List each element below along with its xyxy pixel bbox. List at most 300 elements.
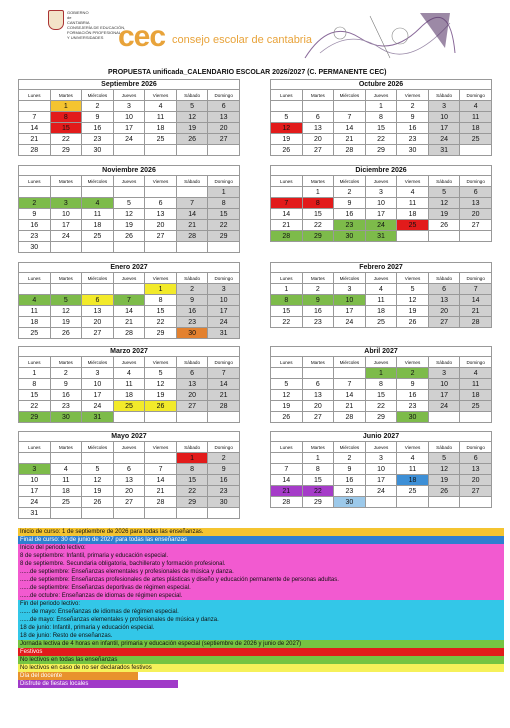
day-cell: 17 (208, 306, 240, 317)
day-cell: 18 (113, 390, 145, 401)
day-cell: 10 (334, 295, 366, 306)
day-cell: 14 (271, 209, 303, 220)
day-cell: 4 (460, 368, 492, 379)
day-cell: 10 (365, 464, 397, 475)
day-header: Viernes (145, 442, 177, 453)
day-cell: 28 (271, 231, 303, 242)
day-cell: 12 (82, 475, 114, 486)
day-cell: 13 (176, 379, 208, 390)
day-cell: 28 (113, 328, 145, 339)
legend (18, 528, 504, 688)
day-cell (19, 187, 51, 198)
day-cell: 18 (145, 123, 177, 134)
document-title: PROPUESTA unificada_CALENDARIO ESCOLAR 2026/2027 (C. PERMANENTE CEC) (108, 69, 387, 76)
day-header: Miércoles (82, 176, 114, 187)
day-header: Viernes (397, 90, 429, 101)
day-cell: 11 (145, 112, 177, 123)
week-row (271, 390, 492, 401)
day-header: Lunes (19, 273, 51, 284)
day-cell: 22 (145, 317, 177, 328)
day-cell (82, 508, 114, 519)
day-cell: 25 (82, 231, 114, 242)
day-cell: 29 (302, 231, 334, 242)
month-table (270, 89, 492, 156)
day-cell: 6 (460, 453, 492, 464)
day-cell: 7 (334, 379, 366, 390)
day-header: Lunes (271, 90, 303, 101)
cantabria-coat-of-arms-icon (48, 10, 64, 30)
legend-item: Festivos (18, 648, 504, 656)
cec-logo-text: consejo escolar de cantabria (172, 34, 313, 46)
day-cell: 6 (428, 284, 460, 295)
day-cell: 29 (145, 328, 177, 339)
day-cell: 2 (334, 187, 366, 198)
month-table (270, 441, 492, 508)
day-cell: 7 (208, 368, 240, 379)
day-cell: 7 (19, 112, 51, 123)
day-cell: 29 (365, 145, 397, 156)
day-cell: 6 (302, 379, 334, 390)
day-cell: 12 (428, 198, 460, 209)
week-row (271, 368, 492, 379)
day-cell: 5 (271, 112, 303, 123)
day-cell: 6 (176, 368, 208, 379)
day-cell: 10 (113, 112, 145, 123)
day-cell: 25 (365, 317, 397, 328)
day-cell: 13 (302, 123, 334, 134)
day-header: Sábado (428, 90, 460, 101)
day-cell: 19 (113, 220, 145, 231)
day-cell: 26 (271, 145, 303, 156)
day-header: Jueves (113, 357, 145, 368)
day-header: Martes (302, 442, 334, 453)
day-header: Sábado (428, 273, 460, 284)
day-cell: 16 (208, 475, 240, 486)
day-cell: 17 (82, 390, 114, 401)
day-cell: 18 (19, 317, 51, 328)
day-cell (176, 412, 208, 423)
day-cell: 29 (19, 412, 51, 423)
day-cell: 30 (19, 242, 51, 253)
month-name: Octubre 2026 (270, 79, 492, 89)
day-cell (19, 284, 51, 295)
day-cell (82, 242, 114, 253)
day-cell: 7 (271, 198, 303, 209)
day-header: Domingo (460, 273, 492, 284)
day-cell: 26 (113, 231, 145, 242)
day-cell: 5 (428, 187, 460, 198)
day-cell: 8 (176, 464, 208, 475)
day-cell: 8 (50, 112, 82, 123)
day-cell: 9 (50, 379, 82, 390)
day-cell (113, 187, 145, 198)
day-cell: 6 (208, 101, 240, 112)
day-header: Miércoles (82, 357, 114, 368)
day-cell: 10 (365, 198, 397, 209)
day-cell: 11 (113, 379, 145, 390)
month-name: Marzo 2027 (18, 346, 240, 356)
month-name: Junio 2027 (270, 431, 492, 441)
month-table (18, 356, 240, 423)
day-cell: 27 (428, 317, 460, 328)
day-header: Lunes (271, 357, 303, 368)
day-cell (50, 284, 82, 295)
month-calendar (18, 79, 240, 156)
month-table (18, 89, 240, 156)
day-cell (428, 231, 460, 242)
day-header: Sábado (176, 176, 208, 187)
day-cell (50, 242, 82, 253)
day-header: Jueves (365, 176, 397, 187)
day-cell: 25 (145, 134, 177, 145)
day-cell: 21 (19, 134, 51, 145)
day-cell: 21 (271, 220, 303, 231)
day-header: Martes (302, 273, 334, 284)
day-header: Miércoles (334, 90, 366, 101)
week-row (271, 295, 492, 306)
day-cell: 19 (428, 209, 460, 220)
legend-item: Fin del periodo lectivo: (18, 600, 504, 608)
day-cell: 15 (208, 209, 240, 220)
month-table (270, 356, 492, 423)
legend-item: Jornada lectiva de 4 horas en infantil, primaria y educación especial (septiembre de 2026 y junio de 2027) (18, 640, 504, 648)
day-cell: 24 (428, 401, 460, 412)
day-cell: 21 (208, 390, 240, 401)
day-cell: 8 (302, 198, 334, 209)
legend-item: Disfrute de fiestas locales (18, 680, 178, 688)
day-cell: 11 (50, 475, 82, 486)
day-cell: 8 (19, 379, 51, 390)
day-cell: 29 (208, 231, 240, 242)
day-cell (428, 497, 460, 508)
day-header: Jueves (113, 442, 145, 453)
week-row (19, 145, 240, 156)
day-cell: 22 (271, 317, 303, 328)
day-cell: 5 (271, 379, 303, 390)
legend-item: 8 de septiembre. Secundaria obligatoria, bachillerato y formación profesional. (18, 560, 504, 568)
day-cell: 3 (428, 101, 460, 112)
day-cell: 6 (82, 295, 114, 306)
day-cell: 5 (113, 198, 145, 209)
week-row (19, 328, 240, 339)
month-name: Noviembre 2026 (18, 165, 240, 175)
day-cell: 30 (334, 497, 366, 508)
month-table (270, 175, 492, 242)
day-cell: 20 (145, 220, 177, 231)
day-cell: 30 (397, 412, 429, 423)
day-header: Domingo (208, 357, 240, 368)
day-cell: 17 (365, 209, 397, 220)
day-cell: 21 (145, 486, 177, 497)
gov-line: de (67, 15, 72, 20)
day-cell: 28 (460, 317, 492, 328)
day-cell: 20 (82, 317, 114, 328)
day-cell: 20 (113, 486, 145, 497)
day-cell: 29 (365, 412, 397, 423)
day-cell: 5 (50, 295, 82, 306)
day-cell: 6 (460, 187, 492, 198)
day-header: Domingo (208, 442, 240, 453)
day-cell: 27 (82, 328, 114, 339)
day-header: Martes (302, 357, 334, 368)
day-header: Sábado (428, 442, 460, 453)
day-cell: 15 (50, 123, 82, 134)
day-header: Martes (50, 273, 82, 284)
day-header: Martes (50, 90, 82, 101)
day-header: Viernes (145, 273, 177, 284)
day-header: Viernes (145, 90, 177, 101)
day-cell: 13 (145, 209, 177, 220)
day-cell: 23 (397, 134, 429, 145)
month-calendar (270, 79, 492, 156)
day-header: Miércoles (82, 273, 114, 284)
day-cell: 20 (428, 306, 460, 317)
day-cell: 19 (145, 390, 177, 401)
day-cell: 7 (460, 284, 492, 295)
day-cell: 30 (208, 497, 240, 508)
day-cell: 22 (176, 486, 208, 497)
day-cell: 18 (365, 306, 397, 317)
month-calendar (270, 165, 492, 242)
day-cell: 8 (271, 295, 303, 306)
day-cell: 21 (460, 306, 492, 317)
day-cell: 9 (82, 112, 114, 123)
day-cell: 19 (82, 486, 114, 497)
day-cell: 27 (176, 401, 208, 412)
week-row (19, 242, 240, 253)
day-cell: 23 (19, 231, 51, 242)
day-cell: 17 (334, 306, 366, 317)
day-cell: 26 (176, 134, 208, 145)
day-header: Sábado (428, 176, 460, 187)
day-cell: 11 (460, 379, 492, 390)
week-row (271, 145, 492, 156)
week-row (271, 486, 492, 497)
day-cell: 28 (271, 497, 303, 508)
day-cell: 16 (50, 390, 82, 401)
month-calendar (270, 262, 492, 328)
day-cell: 8 (365, 112, 397, 123)
week-row (19, 187, 240, 198)
week-row (19, 220, 240, 231)
day-cell: 13 (460, 464, 492, 475)
day-cell: 23 (397, 401, 429, 412)
day-cell: 31 (208, 328, 240, 339)
day-cell: 23 (334, 486, 366, 497)
day-cell: 24 (365, 486, 397, 497)
day-cell: 8 (208, 198, 240, 209)
day-cell: 23 (302, 317, 334, 328)
week-row (19, 379, 240, 390)
day-cell (365, 497, 397, 508)
day-cell: 9 (397, 379, 429, 390)
day-cell: 30 (397, 145, 429, 156)
day-cell (82, 453, 114, 464)
day-cell: 13 (460, 198, 492, 209)
day-cell: 9 (176, 295, 208, 306)
day-cell: 5 (82, 464, 114, 475)
day-cell (19, 453, 51, 464)
day-cell: 6 (302, 112, 334, 123)
week-row (271, 412, 492, 423)
day-cell: 4 (397, 453, 429, 464)
day-cell: 22 (365, 134, 397, 145)
day-cell: 28 (145, 497, 177, 508)
day-cell: 1 (365, 368, 397, 379)
day-cell: 18 (460, 390, 492, 401)
day-cell: 19 (428, 475, 460, 486)
day-cell (302, 101, 334, 112)
week-row (271, 231, 492, 242)
day-cell (271, 101, 303, 112)
day-cell: 24 (50, 231, 82, 242)
day-header: Domingo (208, 90, 240, 101)
day-cell: 10 (82, 379, 114, 390)
week-row (19, 401, 240, 412)
day-cell: 17 (428, 390, 460, 401)
day-header: Sábado (176, 273, 208, 284)
day-cell: 4 (50, 464, 82, 475)
day-cell: 1 (208, 187, 240, 198)
legend-item: Día del docente (18, 672, 138, 680)
day-header: Viernes (145, 176, 177, 187)
week-row (19, 209, 240, 220)
legend-item: 18 de junio: Infantil, primaria y educación especial. (18, 624, 504, 632)
day-cell: 19 (271, 401, 303, 412)
day-cell: 30 (176, 328, 208, 339)
week-row (19, 508, 240, 519)
day-cell: 11 (19, 306, 51, 317)
day-cell: 20 (460, 209, 492, 220)
day-header: Viernes (397, 176, 429, 187)
day-cell: 9 (19, 209, 51, 220)
week-row (19, 464, 240, 475)
day-cell: 4 (365, 284, 397, 295)
day-cell: 9 (302, 295, 334, 306)
week-row (271, 317, 492, 328)
week-row (19, 112, 240, 123)
day-header: Sábado (176, 442, 208, 453)
day-header: Jueves (365, 90, 397, 101)
day-cell (176, 145, 208, 156)
day-cell: 13 (302, 390, 334, 401)
day-cell: 14 (460, 295, 492, 306)
month-name: Enero 2027 (18, 262, 240, 272)
week-row (271, 123, 492, 134)
day-cell: 24 (19, 497, 51, 508)
day-cell: 4 (397, 187, 429, 198)
day-cell: 15 (365, 123, 397, 134)
day-cell: 12 (428, 464, 460, 475)
day-cell: 23 (176, 317, 208, 328)
week-row (19, 368, 240, 379)
week-row (19, 412, 240, 423)
day-cell (334, 101, 366, 112)
day-cell: 1 (365, 101, 397, 112)
day-cell: 2 (19, 198, 51, 209)
day-cell: 28 (19, 145, 51, 156)
day-cell: 25 (19, 328, 51, 339)
day-cell (145, 145, 177, 156)
day-cell: 20 (208, 123, 240, 134)
day-header: Domingo (460, 357, 492, 368)
day-cell: 4 (145, 101, 177, 112)
day-header: Jueves (365, 273, 397, 284)
day-cell (113, 453, 145, 464)
day-cell (145, 453, 177, 464)
week-row (271, 379, 492, 390)
day-cell: 14 (208, 379, 240, 390)
day-cell: 24 (334, 317, 366, 328)
week-row (271, 464, 492, 475)
day-cell: 25 (113, 401, 145, 412)
day-cell: 19 (176, 123, 208, 134)
day-cell: 26 (428, 486, 460, 497)
day-cell (145, 187, 177, 198)
day-cell: 17 (19, 486, 51, 497)
day-cell: 7 (271, 464, 303, 475)
day-cell: 18 (460, 123, 492, 134)
day-cell (113, 145, 145, 156)
month-name: Abril 2027 (270, 346, 492, 356)
day-cell: 16 (397, 390, 429, 401)
day-header: Sábado (176, 90, 208, 101)
day-cell: 7 (334, 112, 366, 123)
day-cell: 10 (428, 112, 460, 123)
day-cell: 3 (113, 101, 145, 112)
day-cell: 24 (428, 134, 460, 145)
week-row (19, 497, 240, 508)
day-cell: 17 (428, 123, 460, 134)
day-cell: 4 (82, 198, 114, 209)
week-row (271, 453, 492, 464)
day-cell: 9 (208, 464, 240, 475)
legend-item: ......de octubre: Enseñanzas de idiomas de régimen especial. (18, 592, 504, 600)
day-cell: 21 (334, 401, 366, 412)
day-cell (176, 187, 208, 198)
legend-item: No lectivos en todas las enseñanzas (18, 656, 504, 664)
day-cell: 23 (82, 134, 114, 145)
day-cell: 22 (19, 401, 51, 412)
day-header: Sábado (428, 357, 460, 368)
day-cell: 10 (428, 379, 460, 390)
day-cell: 8 (365, 379, 397, 390)
month-table (18, 175, 240, 253)
week-row (271, 220, 492, 231)
day-cell: 19 (397, 306, 429, 317)
day-cell: 25 (397, 486, 429, 497)
month-calendar (18, 262, 240, 339)
day-cell: 1 (145, 284, 177, 295)
day-cell: 11 (397, 198, 429, 209)
day-cell: 26 (82, 497, 114, 508)
gov-line: FORMACIÓN PROFESIONAL (67, 30, 122, 35)
day-cell: 3 (50, 198, 82, 209)
day-cell: 11 (365, 295, 397, 306)
day-cell: 18 (50, 486, 82, 497)
day-cell: 31 (19, 508, 51, 519)
day-header: Miércoles (82, 442, 114, 453)
day-cell (176, 242, 208, 253)
day-header: Lunes (19, 90, 51, 101)
day-cell: 28 (176, 231, 208, 242)
week-row (19, 123, 240, 134)
day-cell: 21 (334, 134, 366, 145)
day-cell: 27 (302, 412, 334, 423)
month-name: Septiembre 2026 (18, 79, 240, 89)
day-cell: 26 (271, 412, 303, 423)
day-cell: 4 (19, 295, 51, 306)
